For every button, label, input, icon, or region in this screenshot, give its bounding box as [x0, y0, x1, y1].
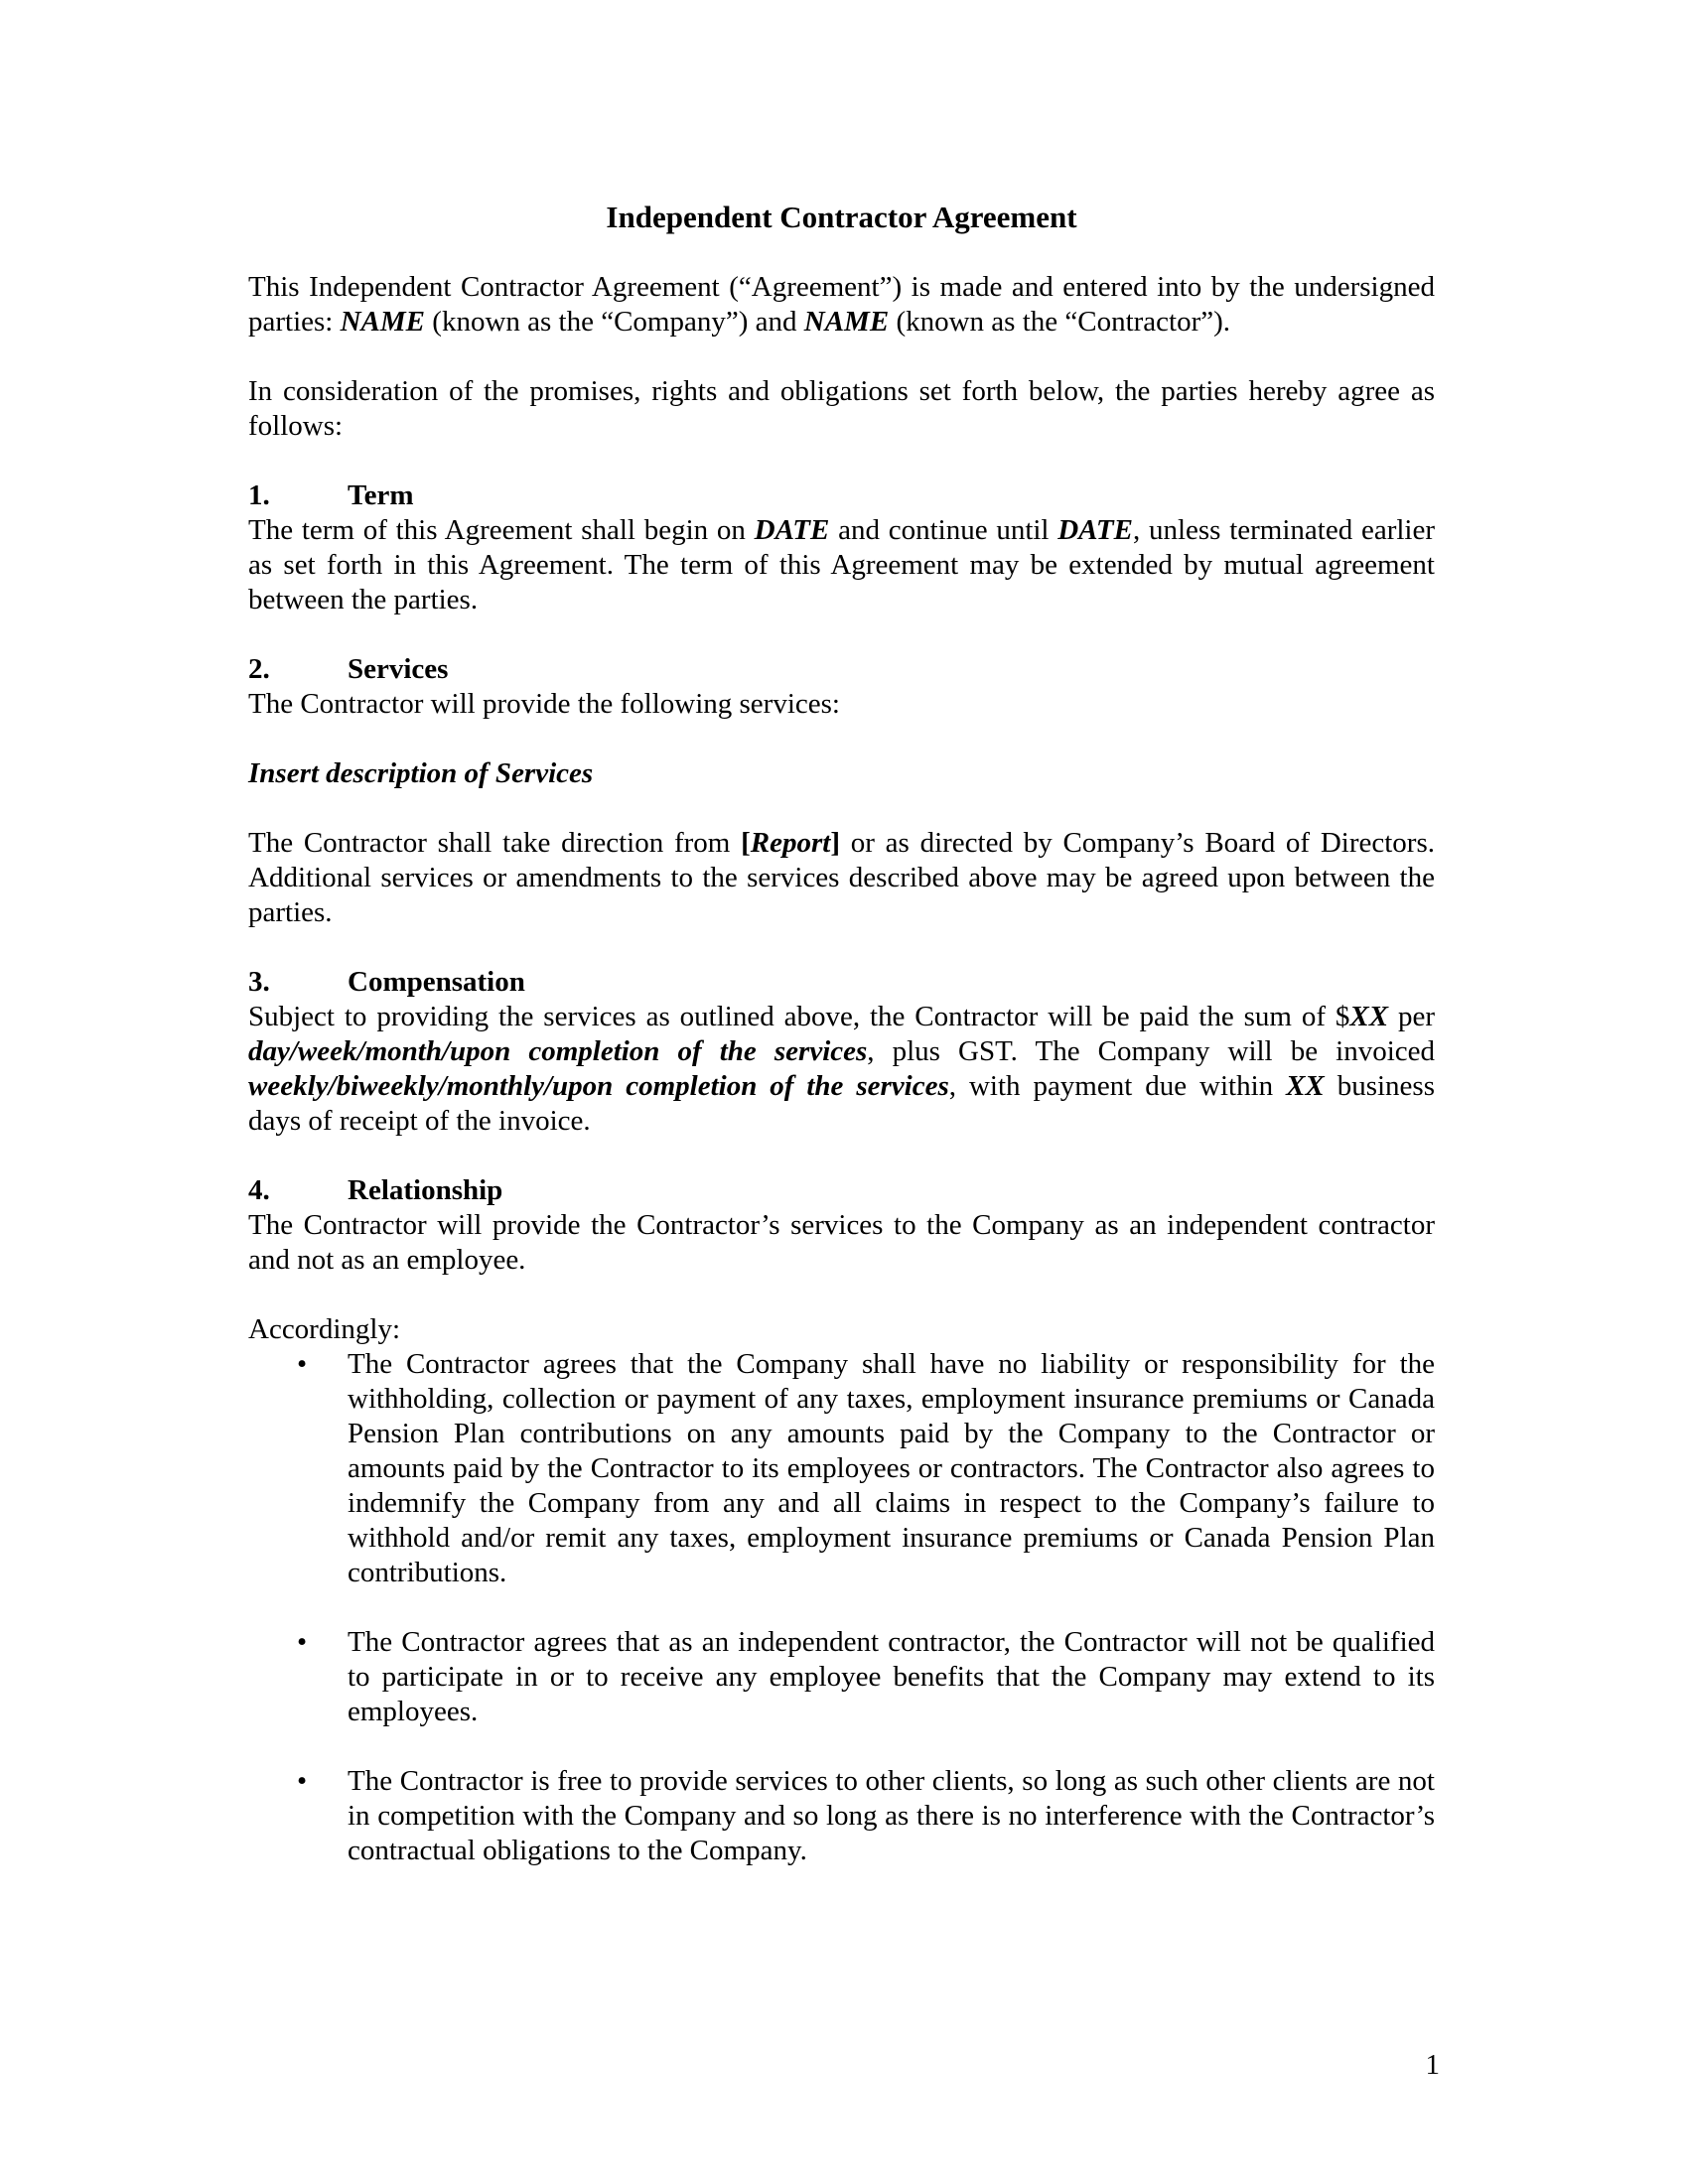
relationship-paragraph: The Contractor will provide the Contractor’s services to the Company as an independent contractor and not as an employee. [248, 1209, 1435, 1276]
bracket-open: [ [741, 827, 751, 859]
section-number: 4. [248, 1174, 270, 1206]
direction-text-1: The Contractor shall take direction from [248, 827, 742, 859]
section-title: Compensation [348, 966, 525, 998]
section-title: Services [348, 653, 449, 685]
term-text-1: The term of this Agreement shall begin on [248, 514, 755, 546]
page-number: 1 [1425, 2049, 1440, 2081]
services-description-placeholder: Insert description of Services [248, 757, 594, 789]
contractor-name-placeholder: NAME [803, 306, 890, 338]
section-title: Relationship [348, 1174, 503, 1206]
section-heading-relationship [248, 1173, 1435, 1208]
document-title: Independent Contractor Agreement [606, 200, 1077, 234]
bullet-text: The Contractor is free to provide services to other clients, so long as such other clients are not in competition with the Company and so long as there is no interference with the Contractor’s contractual obligations to the Company. [348, 1765, 1435, 1866]
services-lead: The Contractor will provide the following services: [248, 688, 840, 720]
list-item [248, 1764, 1435, 1868]
compensation-text-5: business days of receipt of the invoice. [248, 1070, 1435, 1137]
relationship-bullet-list [248, 1347, 1435, 1868]
compensation-text-2: per [1388, 1001, 1435, 1032]
list-item [248, 1347, 1435, 1590]
intro-text-3: (known as the “Contractor”). [889, 306, 1231, 338]
document-body [248, 199, 1435, 1903]
list-item [248, 1625, 1435, 1729]
pay-period-placeholder: day/week/month/upon completion of the services [248, 1035, 868, 1067]
term-paragraph [248, 513, 1435, 617]
compensation-text-4: , with payment due within [948, 1070, 1287, 1102]
bullet-icon: • [297, 1626, 308, 1658]
accordingly-label: Accordingly: [248, 1313, 401, 1345]
compensation-text-3: , plus GST. The Company will be invoiced [867, 1035, 1435, 1067]
intro-text-1: This Independent Contractor Agreement (“Agreement”) is made and entered into by the undersigned parties: [248, 271, 1435, 338]
intro-text-2: (known as the “Company”) and [425, 306, 804, 338]
company-name-placeholder: NAME [340, 306, 426, 338]
term-text-2: and continue until [829, 514, 1058, 546]
section-heading-compensation [248, 965, 1435, 1000]
bracket-close: ] [830, 827, 841, 859]
section-heading-services [248, 652, 1435, 687]
amount-placeholder: XX [1349, 1001, 1389, 1032]
bullet-text: The Contractor agrees that the Company shall have no liability or responsibility for the withholding, collection or payment of any taxes, employment insurance premiums or Canada Pension Plan contributions on any amounts paid by the Company to the Contractor or amounts paid by the Contractor to its employees or contractors. The Contractor also agrees to indemnify the Company from any and all claims in respect to the Company’s failure to withhold and/or remit any taxes, employment insurance premiums or Canada Pension Plan contributions. [348, 1348, 1435, 1588]
end-date-placeholder: DATE [1057, 514, 1133, 546]
section-heading-term [248, 478, 1435, 513]
section-title: Term [348, 479, 414, 511]
compensation-text-1: Subject to providing the services as outlined above, the Contractor will be paid the sum of $ [248, 1001, 1350, 1032]
direction-text-2: or as directed by Company’s Board of Directors. Additional services or amendments to the services described above may be agreed upon between the parties. [248, 827, 1435, 928]
section-number: 3. [248, 966, 270, 998]
bullet-icon: • [297, 1765, 308, 1797]
intro-paragraph [248, 270, 1435, 340]
payment-days-placeholder: XX [1286, 1070, 1325, 1102]
bullet-text: The Contractor agrees that as an independent contractor, the Contractor will not be qualified to participate in or to receive any employee benefits that the Company may extend to its employees. [348, 1626, 1435, 1727]
bullet-icon: • [297, 1348, 308, 1380]
report-placeholder: Report [750, 827, 831, 859]
section-number: 2. [248, 653, 270, 685]
consideration-paragraph: In consideration of the promises, rights and obligations set forth below, the parties hereby agree as follows: [248, 375, 1435, 442]
compensation-paragraph [248, 1000, 1435, 1139]
direction-paragraph [248, 826, 1435, 930]
invoice-frequency-placeholder: weekly/biweekly/monthly/upon completion of the services [248, 1070, 949, 1102]
section-number: 1. [248, 479, 270, 511]
term-text-3: , unless terminated earlier as set forth in this Agreement. The term of this Agreement may be extended by mutual agreement between the parties. [248, 514, 1435, 615]
start-date-placeholder: DATE [754, 514, 830, 546]
